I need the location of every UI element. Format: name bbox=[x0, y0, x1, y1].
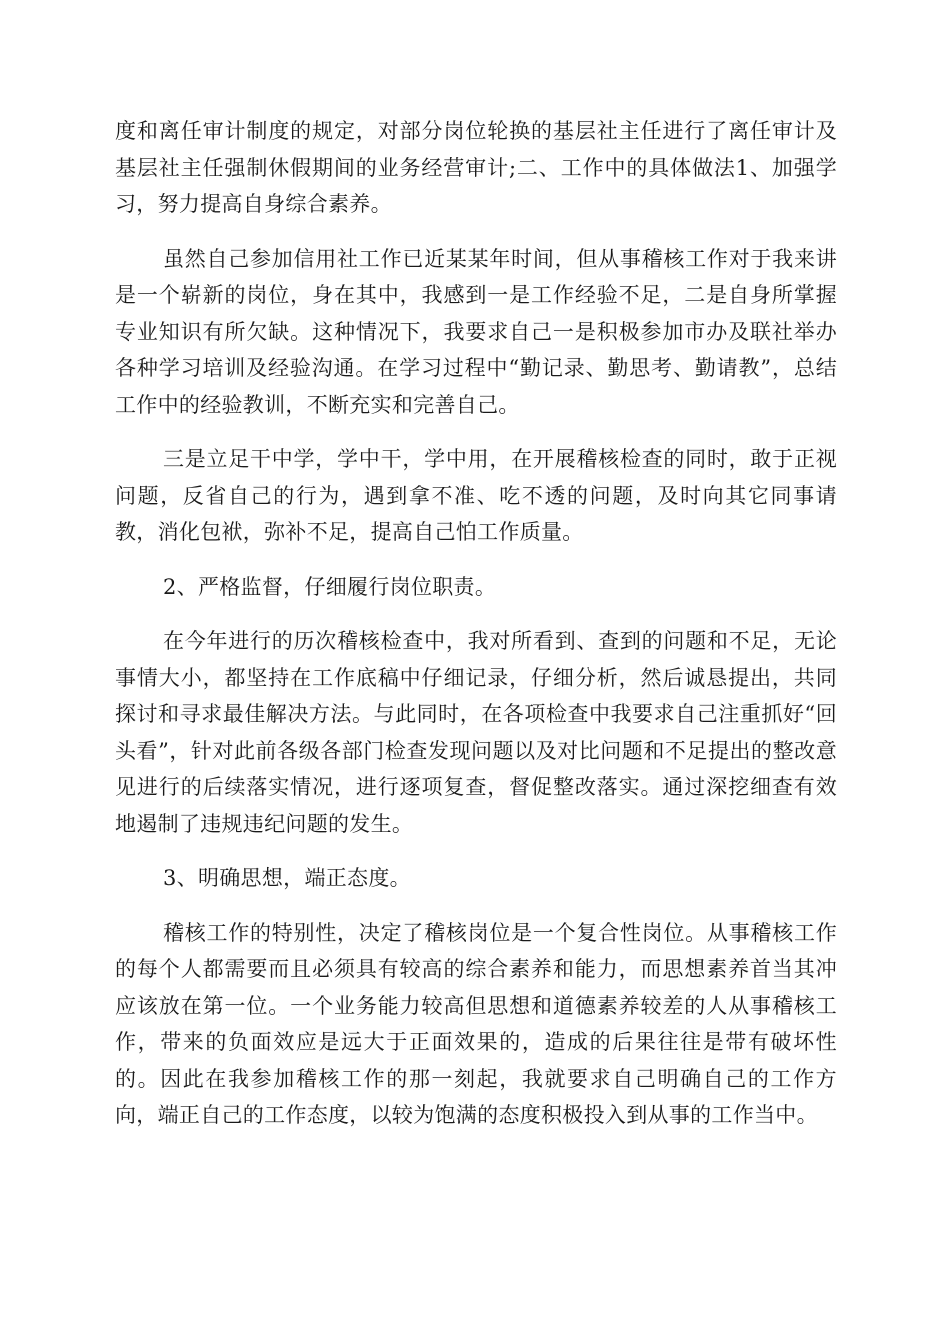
document-body bbox=[115, 113, 837, 1152]
paragraph-supervision: 在今年进行的历次稽核检查中，我对所看到、查到的问题和不足，无论事情大小，都坚持在工作底稿中仔细记录，仔细分析，然后诚恳提出，共同探讨和寻求最佳解决方法。与此同时，在各项检查中我要求自己注重抓好“回头看”，针对此前各级各部门检查发现问题以及对比问题和不足提出的整改意见进行的后续落实情况，进行逐项复查，督促整改落实。通过深挖细查有效地遏制了违规违纪问题的发生。 bbox=[115, 629, 837, 836]
section-heading-supervision: 2、严格监督，仔细履行岗位职责。 bbox=[163, 574, 497, 599]
paragraph-practice: 三是立足干中学，学中干，学中用，在开展稽核检查的同时，敢于正视问题，反省自己的行为，遇到拿不准、吃不透的问题，及时向其它同事请教，消化包袱，弥补不足，提高自己怕工作质量。 bbox=[115, 447, 837, 544]
paragraph-continuation: 度和离任审计制度的规定，对部分岗位轮换的基层社主任进行了离任审计及基层社主任强制休假期间的业务经营审计;二、工作中的具体做法1、加强学习，努力提高自身综合素养。 bbox=[115, 119, 837, 216]
paragraph-learning: 虽然自己参加信用社工作已近某某年时间，但从事稽核工作对于我来讲是一个崭新的岗位，身在其中，我感到一是工作经验不足，二是自身所掌握专业知识有所欠缺。这种情况下，我要求自己一是积极参加市办及联社举办各种学习培训及经验沟通。在学习过程中“勤记录、勤思考、勤请教”，总结工作中的经验教训，不断充实和完善自己。 bbox=[115, 246, 837, 417]
paragraph-attitude: 稽核工作的特别性，决定了稽核岗位是一个复合性岗位。从事稽核工作的每个人都需要而且必须具有较高的综合素养和能力，而思想素养首当其冲应该放在第一位。一个业务能力较高但思想和道德素养较差的人从事稽核工作，带来的负面效应是远大于正面效果的，造成的后果往往是带有破坏性的。因此在我参加稽核工作的那一刻起，我就要求自己明确自己的工作方向，端正自己的工作态度，以较为饱满的态度积极投入到从事的工作当中。 bbox=[115, 920, 837, 1127]
section-heading-attitude: 3、明确思想，端正态度。 bbox=[163, 866, 411, 890]
